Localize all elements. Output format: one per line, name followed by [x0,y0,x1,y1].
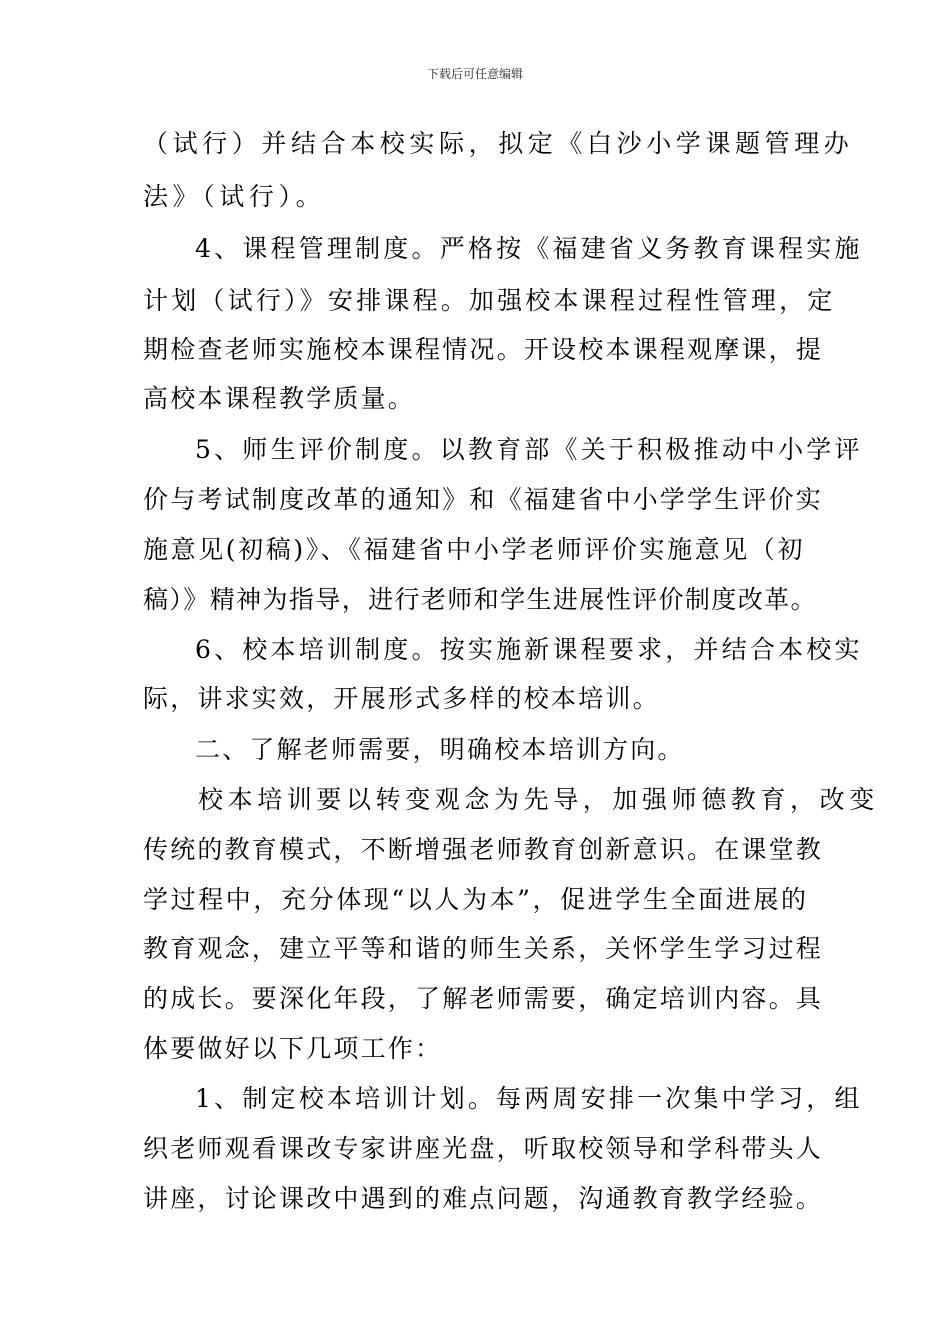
text-line: 际，讲求实效，开展形式多样的校本培训。 [143,684,660,713]
text-line: 校本培训要以转变观念为先导，加强师德教育，改变 [198,785,879,814]
text-line: 高校本课程教学质量。 [143,384,416,413]
page-header: 下载后可任意编辑 [426,67,523,81]
text-line: 价与考试制度改革的通知》和《福建省中小学学生评价实 [143,485,824,514]
section-heading: 二、了解老师需要，明确校本培训方向。 [195,735,685,764]
text-line: 4、课程管理制度。严格按《福建省义务教育课程实施 [195,234,863,263]
text-line: 教育观念，建立平等和谐的师生关系，关怀学生学习过程 [143,934,824,963]
text-line: 1、制定校本培训计划。每两周安排一次集中学习，组 [195,1084,863,1113]
text-line: 计划（试行）》安排课程。加强校本课程过程性管理，定 [143,286,836,315]
text-line: 法》（试行）。 [143,182,326,211]
text-line: （试行）并结合本校实际，拟定《白沙小学课题管理办 [143,129,854,158]
text-line: 传统的教育模式，不断增强老师教育创新意识。在课堂教 [143,835,824,864]
text-line: 稿）》精神为指导，进行老师和学生进展性评价制度改革。 [143,585,817,614]
text-line: 5、师生评价制度。以教育部《关于积极推动中小学评 [195,435,863,464]
text-line: 期检查老师实施校本课程情况。开设校本课程观摩课，提 [143,335,824,364]
text-line: 施意见(初稿)》、《福建省中小学老师评价实施意见（初 [143,535,806,564]
text-line: 讲座，讨论课改中遇到的难点问题，沟通教育教学经验。 [143,1184,824,1213]
text-line: 体要做好以下几项工作： [143,1034,443,1063]
text-line: 学过程中，充分体现“以人为本”，促进学生全面进展的 [143,885,809,914]
text-line: 织老师观看课改专家讲座光盘，听取校领导和学科带头人 [143,1134,824,1163]
text-line: 的成长。要深化年段，了解老师需要，确定培训内容。具 [143,984,824,1013]
text-line: 6、校本培训制度。按实施新课程要求，并结合本校实 [195,635,863,664]
